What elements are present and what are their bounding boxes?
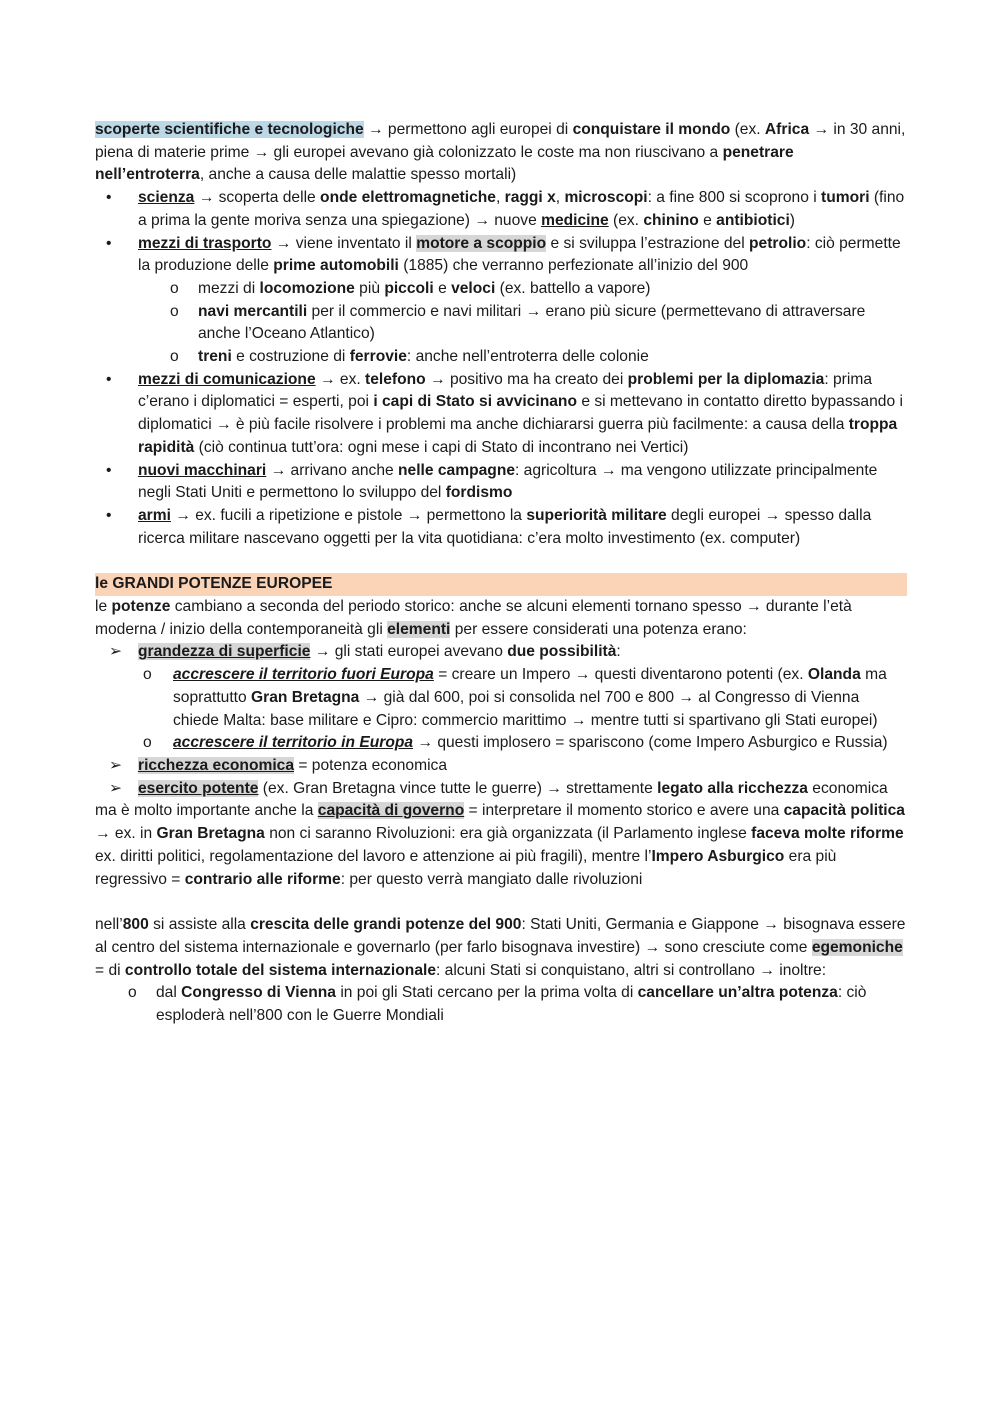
text-run: (fino a prima la gente moriva senza una spiegazione) → nuove (138, 189, 905, 229)
text-run: : alcuni Stati si conquistano, altri si controllano → inoltre: (436, 961, 827, 979)
emphasis-text: Olanda (807, 666, 861, 684)
emphasis-text: i capi di Stato si avvicinano (373, 393, 577, 411)
sub-item-text (156, 984, 866, 1024)
text-run: , anche a causa delle malattie spesso mortali) (199, 166, 517, 184)
text-run: , (495, 189, 505, 207)
arrow-item-esercito (95, 778, 907, 801)
arrow-item-text (138, 643, 621, 660)
bullet-text (138, 235, 901, 275)
sub-item-text (173, 734, 888, 751)
text-run: (ex. battello a vapore) (495, 279, 651, 297)
paragraph-ottocento (95, 914, 907, 982)
arrow-marker: ➢ (109, 756, 123, 774)
emphasis-text: Africa (764, 121, 810, 138)
text-run: economica (807, 779, 888, 797)
emphasis-text: scienza (138, 189, 195, 207)
bullet-marker: • (106, 506, 112, 524)
sub-bullet-text (198, 303, 865, 343)
sub-item-congresso (95, 982, 907, 1027)
emphasis-text: elementi (387, 620, 451, 638)
sub-bullet-navi (95, 301, 907, 346)
emphasis-text: Congresso di Vienna (181, 984, 336, 1002)
bullet-nuovi-macchinari (95, 460, 907, 505)
paragraph-scoperte (95, 119, 907, 187)
paragraph-potenze (95, 596, 907, 641)
arrow-item-text (138, 757, 447, 774)
text-run: più (354, 279, 385, 297)
text-run: : prima c’erano i diplomatici = esperti, poi (138, 370, 873, 411)
text-run: → permettono agli europei di (363, 121, 573, 138)
bullet-marker: • (106, 189, 112, 207)
text-run: (ex. (608, 211, 644, 229)
emphasis-text: le GRANDI POTENZE EUROPEE (95, 575, 333, 593)
emphasis-text: onde elettromagnetiche (320, 189, 496, 207)
emphasis-text: nelle campagne (398, 461, 516, 479)
text-run: e si mettevano in contatto diretto bypassando i diplomatici → è più facile risolvere i problemi ma anche dichiararsi guerra più facilmente: a causa della (138, 393, 903, 434)
text-run: , (555, 189, 565, 207)
emphasis-text: ferrovie (349, 348, 407, 366)
text-run: → ex. (315, 370, 366, 388)
text-run: cambiano a seconda del periodo storico: anche se alcuni elementi tornano spesso → durante l’età moderna / inizio della contemporaneità gli (95, 598, 852, 638)
document-page (95, 119, 907, 1028)
emphasis-text: telefono (365, 370, 426, 388)
emphasis-text: navi mercantili (198, 302, 308, 320)
emphasis-text: contrario alle riforme (184, 870, 341, 888)
text-run: mezzi di (198, 279, 260, 297)
text-run: ma soprattutto (173, 666, 887, 706)
sub-item-in-europa (95, 732, 907, 755)
sub-bullet-text (198, 280, 650, 297)
emphasis-text: troppa rapidità (138, 416, 898, 456)
emphasis-text: accrescere il territorio in Europa (173, 734, 414, 752)
text-run: (ex. Gran Bretagna vince tutte le guerre) → strettamente (258, 779, 658, 797)
spacer (95, 550, 907, 573)
text-run: : a fine 800 si scoprono i (647, 189, 822, 207)
text-run: e (698, 211, 717, 229)
text-run: → positivo ma ha creato dei (425, 370, 628, 388)
emphasis-text: antibiotici (716, 211, 790, 229)
emphasis-text: problemi per la diplomazia (627, 370, 825, 388)
final-list (95, 982, 907, 1027)
emphasis-text: motore a scoppio (416, 234, 547, 252)
sub-item-fuori-europa (95, 664, 907, 732)
emphasis-text: raggi x (504, 189, 556, 207)
text-run: → in 30 anni, piena di materie prime → gli europei avevano già colonizzato le coste ma non riuscivano a (95, 121, 906, 161)
arrow-item-ricchezza (95, 755, 907, 778)
text-run: e costruzione di (231, 348, 350, 366)
emphasis-text: controllo totale del sistema internazionale (124, 961, 436, 979)
emphasis-text: Gran Bretagna (251, 688, 360, 706)
emphasis-text: grandezza di superficie (138, 643, 311, 661)
emphasis-text: conquistare il mondo (572, 121, 731, 138)
emphasis-text: microscopi (564, 189, 648, 207)
text-run: → viene inventato il (271, 234, 417, 252)
sub-bullet-treni (95, 346, 907, 369)
text-run: (ex. (730, 121, 765, 138)
emphasis-text: petrolio (749, 234, 807, 252)
emphasis-text: Impero Asburgico (651, 847, 785, 865)
paragraph-governo (95, 800, 907, 891)
emphasis-text: superiorità militare (526, 506, 667, 524)
text-run: (1885) che verranno perfezionate all’inizio del 900 (398, 257, 749, 275)
arrow-item-text (138, 780, 888, 797)
emphasis-text: due possibilità (507, 643, 617, 661)
text-run: le (95, 598, 112, 616)
text-run: : per questo verrà mangiato dalle rivoluzioni (340, 870, 643, 888)
emphasis-text: 800 (122, 916, 149, 934)
emphasis-text: armi (138, 506, 171, 524)
emphasis-text: mezzi di comunicazione (138, 370, 316, 388)
bullet-text (138, 462, 877, 502)
arrow-item-superficie (95, 641, 907, 664)
text-run: → gli stati europei avevano (310, 643, 508, 661)
text-run: = creare un Impero → questi diventarono potenti (ex. (433, 666, 808, 684)
text-run: : (616, 643, 621, 661)
heading-highlight (95, 573, 907, 596)
text-run: ) (789, 211, 795, 229)
emphasis-text: crescita delle grandi potenze del 900 (250, 916, 522, 934)
emphasis-text: egemoniche (811, 938, 903, 956)
text-run: dal (156, 984, 182, 1002)
emphasis-text: ricchezza economica (138, 756, 295, 774)
emphasis-text: penetrare nell’entroterra (95, 143, 794, 184)
spacer (95, 891, 907, 914)
text-run: → ex. fucili a ripetizione e pistole → permettono la (170, 506, 527, 524)
text-run: si assiste alla (148, 916, 251, 934)
text-run: degli europei → spesso dalla ricerca militare nascevano oggetti per la vita quotidiana: c’era molto investimento (ex. computer) (138, 506, 872, 547)
text-run: = potenza economica (294, 756, 448, 774)
text-run: per essere considerati una potenza erano: (450, 620, 747, 638)
sub-bullet-marker: o (170, 279, 179, 297)
text-run: → arrivano anche (266, 461, 399, 479)
emphasis-text: capacità di governo (317, 802, 465, 820)
sub-bullet-marker: o (143, 666, 152, 684)
emphasis-text: legato alla ricchezza (657, 779, 808, 797)
bullet-text (138, 189, 904, 229)
emphasis-text: nuovi macchinari (138, 461, 267, 479)
emphasis-text: mezzi di trasporto (138, 234, 272, 252)
emphasis-text: fordismo (445, 484, 513, 502)
sub-item-text (173, 666, 887, 728)
sub-bullet-marker: o (170, 348, 179, 366)
emphasis-text: treni (198, 348, 232, 366)
bullet-armi (95, 505, 907, 550)
emphasis-text: capacità politica (783, 802, 905, 820)
text-run: → questi implosero = spariscono (come Impero Asburgico e Russia) (413, 734, 888, 752)
emphasis-text: potenze (111, 598, 171, 616)
sub-bullet-marker: o (128, 984, 137, 1002)
text-run: : agricoltura → ma vengono utilizzate principalmente negli Stati Uniti e permettono lo sviluppo del (138, 461, 878, 502)
emphasis-text: faceva molte riforme (751, 825, 904, 843)
text-run: per il commercio e navi militari → erano più sicure (permettevano di attraversare anche l’Oceano Atlantico) (198, 302, 866, 343)
sub-bullet-locomozione (95, 278, 907, 301)
emphasis-text: cancellare un’altra potenza (637, 984, 838, 1002)
emphasis-text: chinino (643, 211, 699, 229)
text-run: : Stati Uniti, Germania e Giappone → bisognava essere al centro del sistema internazionale e governarlo (per farlo bisognava investire) → sono cresciute come (95, 916, 906, 956)
emphasis-text: piccoli (384, 279, 434, 297)
text-run: ex. diritti politici, regolamentazione del lavoro e attenzione ai più fragili), mentre l’ (95, 847, 652, 865)
emphasis-text: accrescere il territorio fuori Europa (173, 666, 434, 684)
emphasis-text: scoperte scientifiche e tecnologiche (95, 121, 364, 138)
text-run: : anche nell’entroterra delle colonie (406, 348, 649, 366)
arrow-marker: ➢ (109, 779, 123, 797)
text-run: (ciò continua tutt’ora: ogni mese i capi di Stato di incontrano nei Vertici) (194, 438, 689, 456)
text-run: : ciò esploderà nell’800 con le Guerre Mondiali (156, 984, 867, 1025)
text-run: → scoperta delle (194, 189, 321, 207)
text-run: = di (95, 961, 125, 979)
emphasis-text: prime automobili (273, 257, 399, 275)
section-heading (95, 573, 907, 596)
bullet-marker: • (106, 461, 112, 479)
text-run: → ex. in (95, 825, 157, 843)
text-run: e (433, 279, 452, 297)
text-run: = interpretare il momento storico e avere una (464, 802, 784, 820)
emphasis-text: veloci (451, 279, 496, 297)
sub-bullet-text (198, 348, 649, 365)
emphasis-text: Gran Bretagna (156, 825, 265, 843)
text-run: era più regressivo = (95, 847, 837, 888)
text-run: : ciò permette la produzione delle (138, 234, 901, 275)
bullet-marker: • (106, 370, 112, 388)
bullet-list-1 (95, 187, 907, 550)
emphasis-text: medicine (541, 211, 609, 229)
bullet-text (138, 507, 871, 547)
sub-bullet-marker: o (170, 302, 179, 320)
bullet-scienza (95, 187, 907, 232)
emphasis-text: tumori (821, 189, 870, 207)
sub-bullet-marker: o (143, 734, 152, 752)
text-run: nell’ (95, 916, 123, 934)
emphasis-text: locomozione (259, 279, 355, 297)
arrow-list (95, 641, 907, 800)
bullet-mezzi-comunicazione (95, 369, 907, 460)
text-run: ma è molto importante anche la (95, 802, 318, 820)
emphasis-text: esercito potente (138, 779, 259, 797)
bullet-marker: • (106, 234, 112, 252)
bullet-mezzi-trasporto (95, 233, 907, 278)
bullet-text (138, 371, 903, 456)
text-run: → già dal 600, poi si consolida nel 700 e 800 → al Congresso di Vienna chiede Malta: base militare e Cipro: commercio marittimo → mentre tutti si spartivano gli Stati europei) (173, 688, 878, 729)
arrow-marker: ➢ (109, 643, 123, 661)
text-run: e si sviluppa l’estrazione del (546, 234, 749, 252)
text-run: non ci saranno Rivoluzioni: era già organizzata (il Parlamento inglese (264, 825, 752, 843)
text-run: in poi gli Stati cercano per la prima volta di (335, 984, 638, 1002)
